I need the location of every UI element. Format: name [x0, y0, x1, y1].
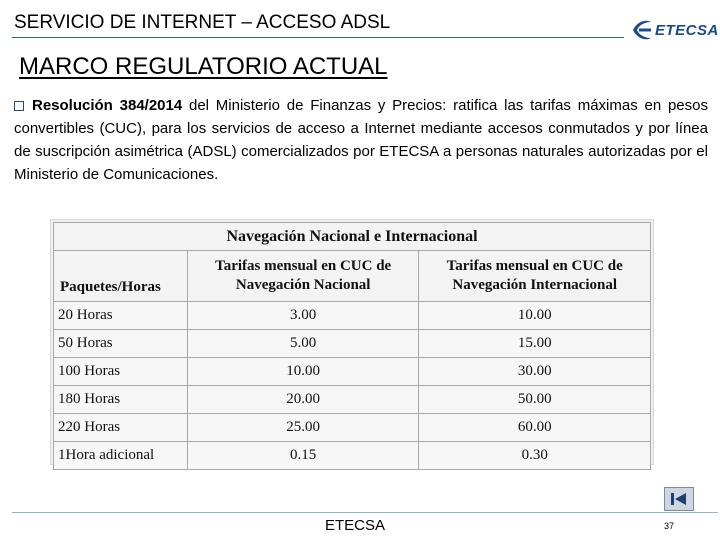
- table-row: [54, 386, 651, 414]
- tariff-table-image: [50, 219, 654, 465]
- first-slide-icon: [670, 492, 688, 506]
- table-row: [54, 414, 651, 442]
- first-slide-button[interactable]: [664, 487, 694, 511]
- resolution-text: del Ministerio de Finanzas y Precios: ratifica las tarifas máximas en pesos convertibles (CUC), para los servicios de acceso a Internet mediante accesos conmutados y por línea de suscripción asimétrica (ADSL) comercializados por ETECSA a personas naturales autorizadas por el Ministerio de Comunicaciones.: [14, 97, 708, 183]
- etecsa-logo-icon: [631, 18, 653, 42]
- column-header-international: Tarifas mensual en CUC de Navegación Internacional: [419, 251, 651, 302]
- international-rate-cell: 60.00: [419, 414, 651, 442]
- international-rate-cell: 15.00: [419, 330, 651, 358]
- logo-text: ETECSA: [655, 22, 719, 39]
- resolution-paragraph: [14, 94, 708, 186]
- tariff-table: [53, 222, 651, 470]
- table-header-row: [54, 251, 651, 302]
- package-cell: 180 Horas: [54, 386, 188, 414]
- table-row: [54, 358, 651, 386]
- slide-header-title: SERVICIO DE INTERNET – ACCESO ADSL: [14, 12, 391, 33]
- national-rate-cell: 5.00: [187, 330, 419, 358]
- hollow-square-bullet-icon: [14, 101, 24, 111]
- international-rate-cell: 10.00: [419, 302, 651, 330]
- international-rate-cell: 0.30: [419, 442, 651, 470]
- table-banner: Navegación Nacional e Internacional: [54, 223, 651, 251]
- section-title: MARCO REGULATORIO ACTUAL: [19, 53, 388, 80]
- column-header-packages: Paquetes/Horas: [54, 251, 188, 302]
- column-header-national: Tarifas mensual en CUC de Navegación Nacional: [187, 251, 419, 302]
- national-rate-cell: 10.00: [187, 358, 419, 386]
- table-row: [54, 330, 651, 358]
- table-row: [54, 302, 651, 330]
- package-cell: 20 Horas: [54, 302, 188, 330]
- national-rate-cell: 0.15: [187, 442, 419, 470]
- resolution-reference: Resolución 384/2014: [32, 97, 183, 114]
- national-rate-cell: 20.00: [187, 386, 419, 414]
- package-cell: 220 Horas: [54, 414, 188, 442]
- table-row: [54, 442, 651, 470]
- package-cell: 1Hora adicional: [54, 442, 188, 470]
- national-rate-cell: 25.00: [187, 414, 419, 442]
- etecsa-logo: [631, 18, 719, 44]
- package-cell: 50 Horas: [54, 330, 188, 358]
- international-rate-cell: 30.00: [419, 358, 651, 386]
- table-banner-row: [54, 223, 651, 251]
- international-rate-cell: 50.00: [419, 386, 651, 414]
- footer-label: ETECSA: [325, 517, 386, 534]
- page-number: 37: [664, 521, 675, 531]
- header-divider: [12, 37, 624, 38]
- package-cell: 100 Horas: [54, 358, 188, 386]
- footer-divider: [12, 512, 718, 513]
- national-rate-cell: 3.00: [187, 302, 419, 330]
